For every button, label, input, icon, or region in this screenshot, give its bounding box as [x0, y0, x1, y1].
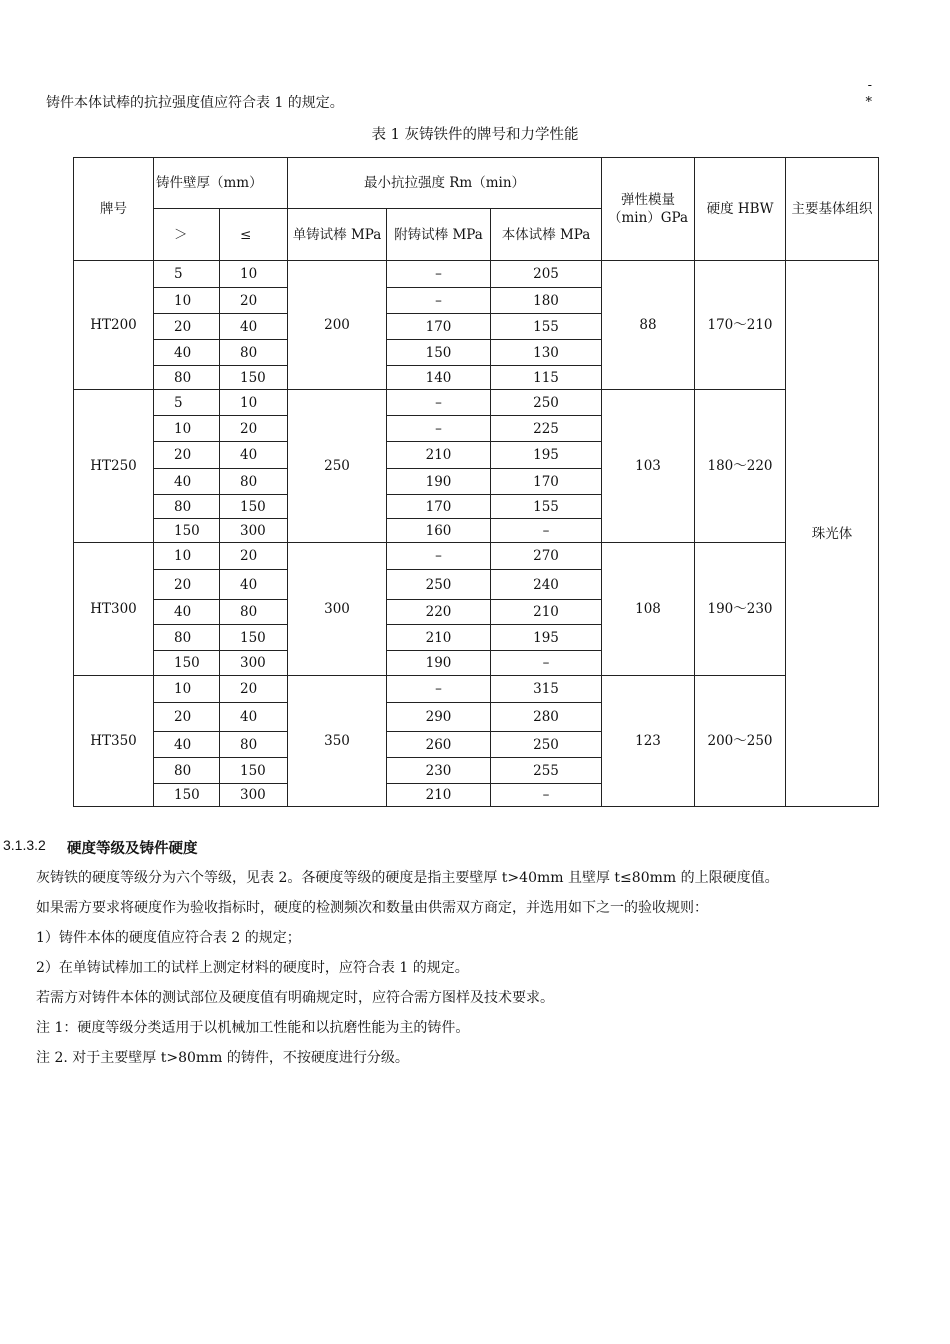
- attached-bar-cell: 170: [387, 495, 491, 519]
- body-bar-cell: 240: [491, 570, 602, 600]
- body-bar-cell: –: [491, 519, 602, 543]
- hardness-cell: 200～250: [695, 676, 786, 807]
- body-bar-cell: 205: [491, 261, 602, 288]
- body-bar-cell: 255: [491, 758, 602, 784]
- single-bar-cell: 350: [288, 676, 387, 807]
- wall-min-cell: 150: [154, 519, 220, 543]
- paragraph-note-1: 注 1：硬度等级分类适用于以机械加工性能和以抗磨性能为主的铸件。: [36, 1020, 470, 1036]
- body-bar-cell: 225: [491, 416, 602, 442]
- attached-bar-cell: 290: [387, 703, 491, 732]
- attached-bar-cell: –: [387, 543, 491, 570]
- wall-min-cell: 20: [154, 442, 220, 469]
- attached-bar-cell: –: [387, 390, 491, 416]
- modulus-cell: 123: [602, 676, 695, 807]
- attached-bar-cell: 210: [387, 625, 491, 651]
- wall-min-cell: 80: [154, 625, 220, 651]
- hardness-cell: 190～230: [695, 543, 786, 676]
- table-caption: 表 1 灰铸铁件的牌号和力学性能: [371, 127, 579, 143]
- body-bar-cell: 270: [491, 543, 602, 570]
- body-bar-cell: 155: [491, 495, 602, 519]
- attached-bar-cell: –: [387, 416, 491, 442]
- body-bar-cell: 130: [491, 340, 602, 366]
- attached-bar-cell: 150: [387, 340, 491, 366]
- wall-min-cell: 80: [154, 758, 220, 784]
- attached-bar-cell: –: [387, 676, 491, 703]
- attached-bar-cell: 170: [387, 314, 491, 340]
- paragraph-rule-1: 1）铸件本体的硬度值应符合表 2 的规定；: [36, 930, 301, 946]
- intro-text: 铸件本体试棒的抗拉强度值应符合表 1 的规定。: [46, 95, 344, 111]
- modulus-cell: 88: [602, 261, 695, 390]
- grade-properties-table: [73, 157, 879, 807]
- grade-cell: HT350: [74, 676, 154, 807]
- wall-min-cell: 10: [154, 288, 220, 314]
- header-wall-less-equal: ≤: [220, 209, 288, 261]
- wall-max-cell: 20: [220, 416, 288, 442]
- wall-max-cell: 150: [220, 366, 288, 390]
- section-number: 3.1.3.2: [3, 837, 46, 853]
- wall-min-cell: 5: [154, 390, 220, 416]
- table-row: [74, 543, 879, 570]
- wall-min-cell: 20: [154, 703, 220, 732]
- attached-bar-cell: –: [387, 288, 491, 314]
- body-bar-cell: 180: [491, 288, 602, 314]
- modulus-cell: 108: [602, 543, 695, 676]
- body-bar-cell: 210: [491, 600, 602, 625]
- hardness-cell: 180～220: [695, 390, 786, 543]
- attached-bar-cell: 160: [387, 519, 491, 543]
- wall-min-cell: 10: [154, 543, 220, 570]
- body-bar-cell: –: [491, 651, 602, 676]
- wall-max-cell: 300: [220, 784, 288, 807]
- table-row: [74, 676, 879, 703]
- body-bar-cell: 195: [491, 442, 602, 469]
- grade-cell: HT250: [74, 390, 154, 543]
- wall-max-cell: 40: [220, 570, 288, 600]
- wall-min-cell: 150: [154, 784, 220, 807]
- attached-bar-cell: –: [387, 261, 491, 288]
- wall-min-cell: 10: [154, 416, 220, 442]
- wall-max-cell: 10: [220, 390, 288, 416]
- single-bar-cell: 200: [288, 261, 387, 390]
- wall-max-cell: 300: [220, 651, 288, 676]
- body-bar-cell: 315: [491, 676, 602, 703]
- table-body: [74, 261, 879, 807]
- header-attached-cast-bar: 附铸试棒 MPa: [387, 209, 491, 261]
- wall-max-cell: 150: [220, 625, 288, 651]
- paragraph-rule-2: 2）在单铸试棒加工的试样上测定材料的硬度时，应符合表 1 的规定。: [36, 960, 469, 976]
- paragraph-buyer-requirements: 若需方对铸件本体的测试部位及硬度值有明确规定时，应符合需方图样及技术要求。: [36, 990, 554, 1006]
- wall-max-cell: 40: [220, 314, 288, 340]
- wall-max-cell: 40: [220, 703, 288, 732]
- wall-min-cell: 80: [154, 366, 220, 390]
- grade-cell: HT200: [74, 261, 154, 390]
- wall-max-cell: 150: [220, 758, 288, 784]
- wall-max-cell: 80: [220, 340, 288, 366]
- wall-min-cell: 20: [154, 570, 220, 600]
- wall-max-cell: 40: [220, 442, 288, 469]
- attached-bar-cell: 190: [387, 469, 491, 495]
- wall-min-cell: 150: [154, 651, 220, 676]
- wall-max-cell: 80: [220, 732, 288, 758]
- wall-min-cell: 10: [154, 676, 220, 703]
- wall-max-cell: 80: [220, 469, 288, 495]
- header-matrix: 主要基体组织: [786, 158, 879, 261]
- body-bar-cell: 280: [491, 703, 602, 732]
- body-bar-cell: 115: [491, 366, 602, 390]
- attached-bar-cell: 220: [387, 600, 491, 625]
- section-title: 硬度等级及铸件硬度: [67, 841, 198, 857]
- corner-mark-asterisk: *: [865, 95, 872, 110]
- wall-max-cell: 20: [220, 676, 288, 703]
- attached-bar-cell: 250: [387, 570, 491, 600]
- wall-min-cell: 40: [154, 340, 220, 366]
- wall-max-cell: 300: [220, 519, 288, 543]
- body-bar-cell: 195: [491, 625, 602, 651]
- table-row: [74, 261, 879, 288]
- wall-max-cell: 20: [220, 288, 288, 314]
- wall-min-cell: 80: [154, 495, 220, 519]
- header-wall-thickness: 铸件壁厚（mm）: [154, 158, 288, 209]
- header-min-tensile-strength: 最小抗拉强度 Rm（min）: [288, 158, 602, 209]
- header-body-bar: 本体试棒 MPa: [491, 209, 602, 261]
- header-wall-greater-than: ＞: [154, 209, 220, 261]
- wall-min-cell: 40: [154, 600, 220, 625]
- grade-cell: HT300: [74, 543, 154, 676]
- wall-min-cell: 20: [154, 314, 220, 340]
- wall-max-cell: 80: [220, 600, 288, 625]
- wall-max-cell: 150: [220, 495, 288, 519]
- wall-max-cell: 20: [220, 543, 288, 570]
- body-bar-cell: 250: [491, 390, 602, 416]
- header-grade: 牌号: [74, 158, 154, 261]
- attached-bar-cell: 210: [387, 442, 491, 469]
- table-row: [74, 390, 879, 416]
- wall-min-cell: 40: [154, 469, 220, 495]
- modulus-cell: 103: [602, 390, 695, 543]
- body-bar-cell: 155: [491, 314, 602, 340]
- attached-bar-cell: 230: [387, 758, 491, 784]
- wall-max-cell: 10: [220, 261, 288, 288]
- matrix-cell: 珠光体: [786, 261, 879, 807]
- header-single-cast-bar: 单铸试棒 MPa: [288, 209, 387, 261]
- paragraph-acceptance-rules: 如果需方要求将硬度作为验收指标时，硬度的检测频次和数量由供需双方商定，并选用如下之一的验收规则：: [36, 900, 708, 916]
- body-bar-cell: 170: [491, 469, 602, 495]
- paragraph-note-2: 注 2. 对于主要壁厚 t>80mm 的铸件，不按硬度进行分级。: [36, 1050, 409, 1066]
- hardness-cell: 170～210: [695, 261, 786, 390]
- single-bar-cell: 300: [288, 543, 387, 676]
- header-hardness: 硬度 HBW: [695, 158, 786, 261]
- single-bar-cell: 250: [288, 390, 387, 543]
- corner-mark-dash: -: [867, 78, 872, 93]
- attached-bar-cell: 190: [387, 651, 491, 676]
- attached-bar-cell: 210: [387, 784, 491, 807]
- body-bar-cell: 250: [491, 732, 602, 758]
- paragraph-hardness-levels: 灰铸铁的硬度等级分为六个等级，见表 2。各硬度等级的硬度是指主要壁厚 t>40mm 且壁厚 t≤80mm 的上限硬度值。: [36, 870, 779, 886]
- wall-min-cell: 40: [154, 732, 220, 758]
- attached-bar-cell: 260: [387, 732, 491, 758]
- header-elastic-modulus: 弹性模量（min）GPa: [602, 158, 695, 261]
- wall-min-cell: 5: [154, 261, 220, 288]
- body-bar-cell: –: [491, 784, 602, 807]
- attached-bar-cell: 140: [387, 366, 491, 390]
